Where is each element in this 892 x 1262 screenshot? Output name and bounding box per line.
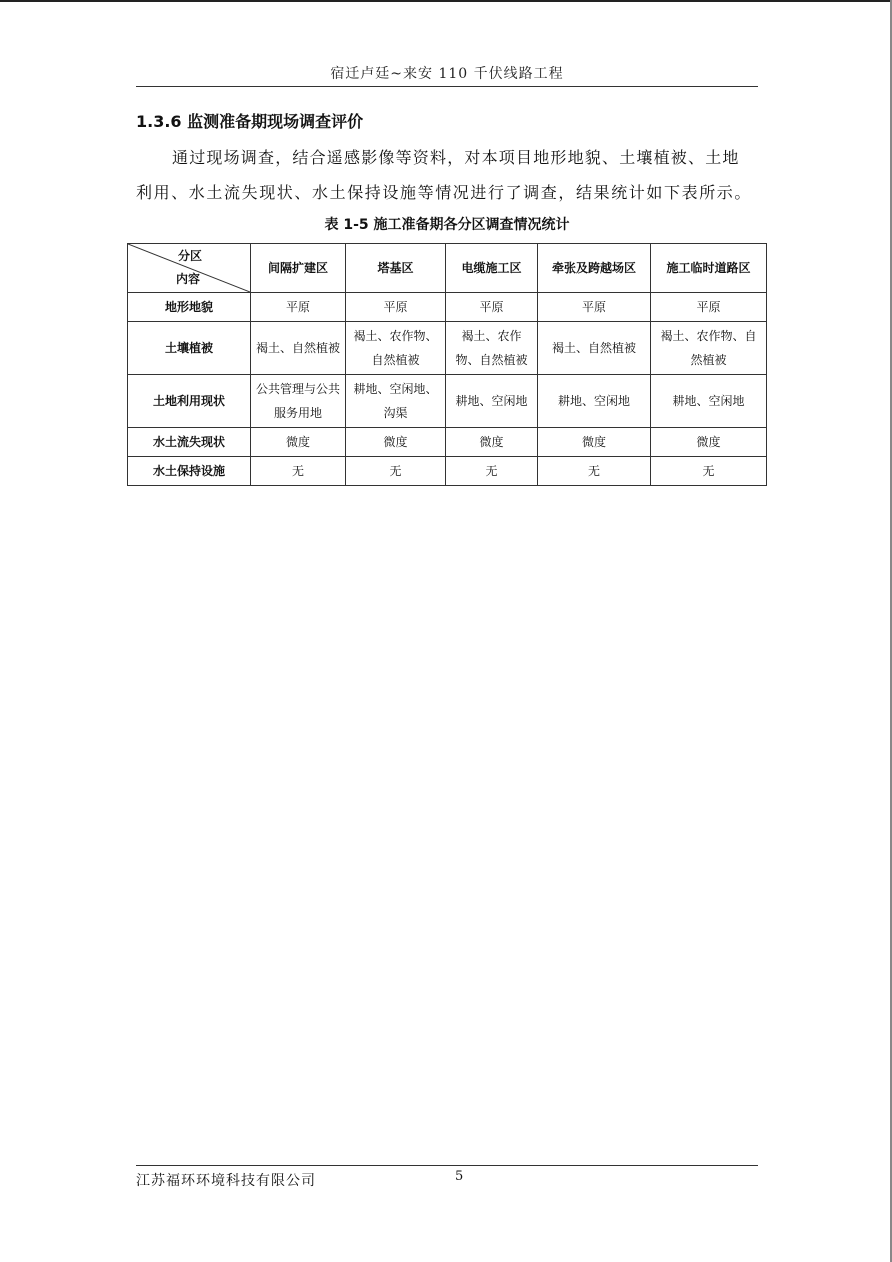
table-cell: 褐土、农作物、自然植被 — [346, 322, 446, 375]
table-cell: 微度 — [251, 428, 346, 457]
column-header: 牵张及跨越场区 — [538, 244, 651, 293]
corner-label-zone: 分区 — [178, 249, 203, 263]
footer-company: 江苏福环环境科技有限公司 — [136, 1173, 316, 1189]
table-cell: 褐土、自然植被 — [251, 322, 346, 375]
table-cell: 平原 — [651, 293, 767, 322]
corner-header-cell — [128, 244, 251, 293]
page-number: 5 — [455, 1169, 464, 1184]
row-label: 土壤植被 — [128, 322, 251, 375]
table-row — [128, 322, 767, 375]
paragraph-line-1 — [136, 145, 758, 168]
corner-label-content: 内容 — [176, 272, 201, 286]
table-cell: 耕地、空闲地 — [651, 375, 767, 428]
row-label: 土地利用现状 — [128, 375, 251, 428]
table-cell: 耕地、空闲地、沟渠 — [346, 375, 446, 428]
table-cell: 平原 — [446, 293, 538, 322]
table-cell: 平原 — [538, 293, 651, 322]
paragraph-text-1: 通过现场调查，结合遥感影像等资料，对本项目地形地貌、土壤植被、土地 — [172, 148, 740, 167]
table-row — [128, 428, 767, 457]
page-top-border — [0, 0, 892, 2]
table-cell: 微度 — [346, 428, 446, 457]
table-cell: 无 — [251, 457, 346, 486]
header-rule — [136, 86, 758, 87]
table-row — [128, 293, 767, 322]
table-cell: 无 — [538, 457, 651, 486]
row-label: 水土流失现状 — [128, 428, 251, 457]
column-header: 间隔扩建区 — [251, 244, 346, 293]
table-row — [128, 375, 767, 428]
table-cell: 微度 — [538, 428, 651, 457]
table-cell: 耕地、空闲地 — [446, 375, 538, 428]
footer-rule — [136, 1165, 758, 1166]
table-cell: 微度 — [651, 428, 767, 457]
table-cell: 无 — [446, 457, 538, 486]
table-cell: 无 — [346, 457, 446, 486]
row-label: 地形地貌 — [128, 293, 251, 322]
table-cell: 微度 — [446, 428, 538, 457]
table-caption: 表 1-5 施工准备期各分区调查情况统计 — [324, 217, 570, 233]
table-cell: 无 — [651, 457, 767, 486]
column-header: 塔基区 — [346, 244, 446, 293]
table-row — [128, 457, 767, 486]
row-label: 水土保持设施 — [128, 457, 251, 486]
running-header: 宿迁卢廷~来安 110 千伏线路工程 — [330, 66, 564, 82]
survey-table — [127, 243, 767, 486]
table-cell: 耕地、空闲地 — [538, 375, 651, 428]
table-cell: 平原 — [251, 293, 346, 322]
table-cell: 平原 — [346, 293, 446, 322]
table-cell: 褐土、农作物、自然植被 — [651, 322, 767, 375]
paragraph-line-2: 利用、水土流失现状、水土保持设施等情况进行了调查，结果统计如下表所示。 — [136, 183, 753, 202]
column-header: 施工临时道路区 — [651, 244, 767, 293]
table-cell: 褐土、农作物、自然植被 — [446, 322, 538, 375]
table-cell: 褐土、自然植被 — [538, 322, 651, 375]
table-header-row — [128, 244, 767, 293]
section-heading: 1.3.6 监测准备期现场调查评价 — [136, 112, 364, 131]
column-header: 电缆施工区 — [446, 244, 538, 293]
table-cell: 公共管理与公共服务用地 — [251, 375, 346, 428]
